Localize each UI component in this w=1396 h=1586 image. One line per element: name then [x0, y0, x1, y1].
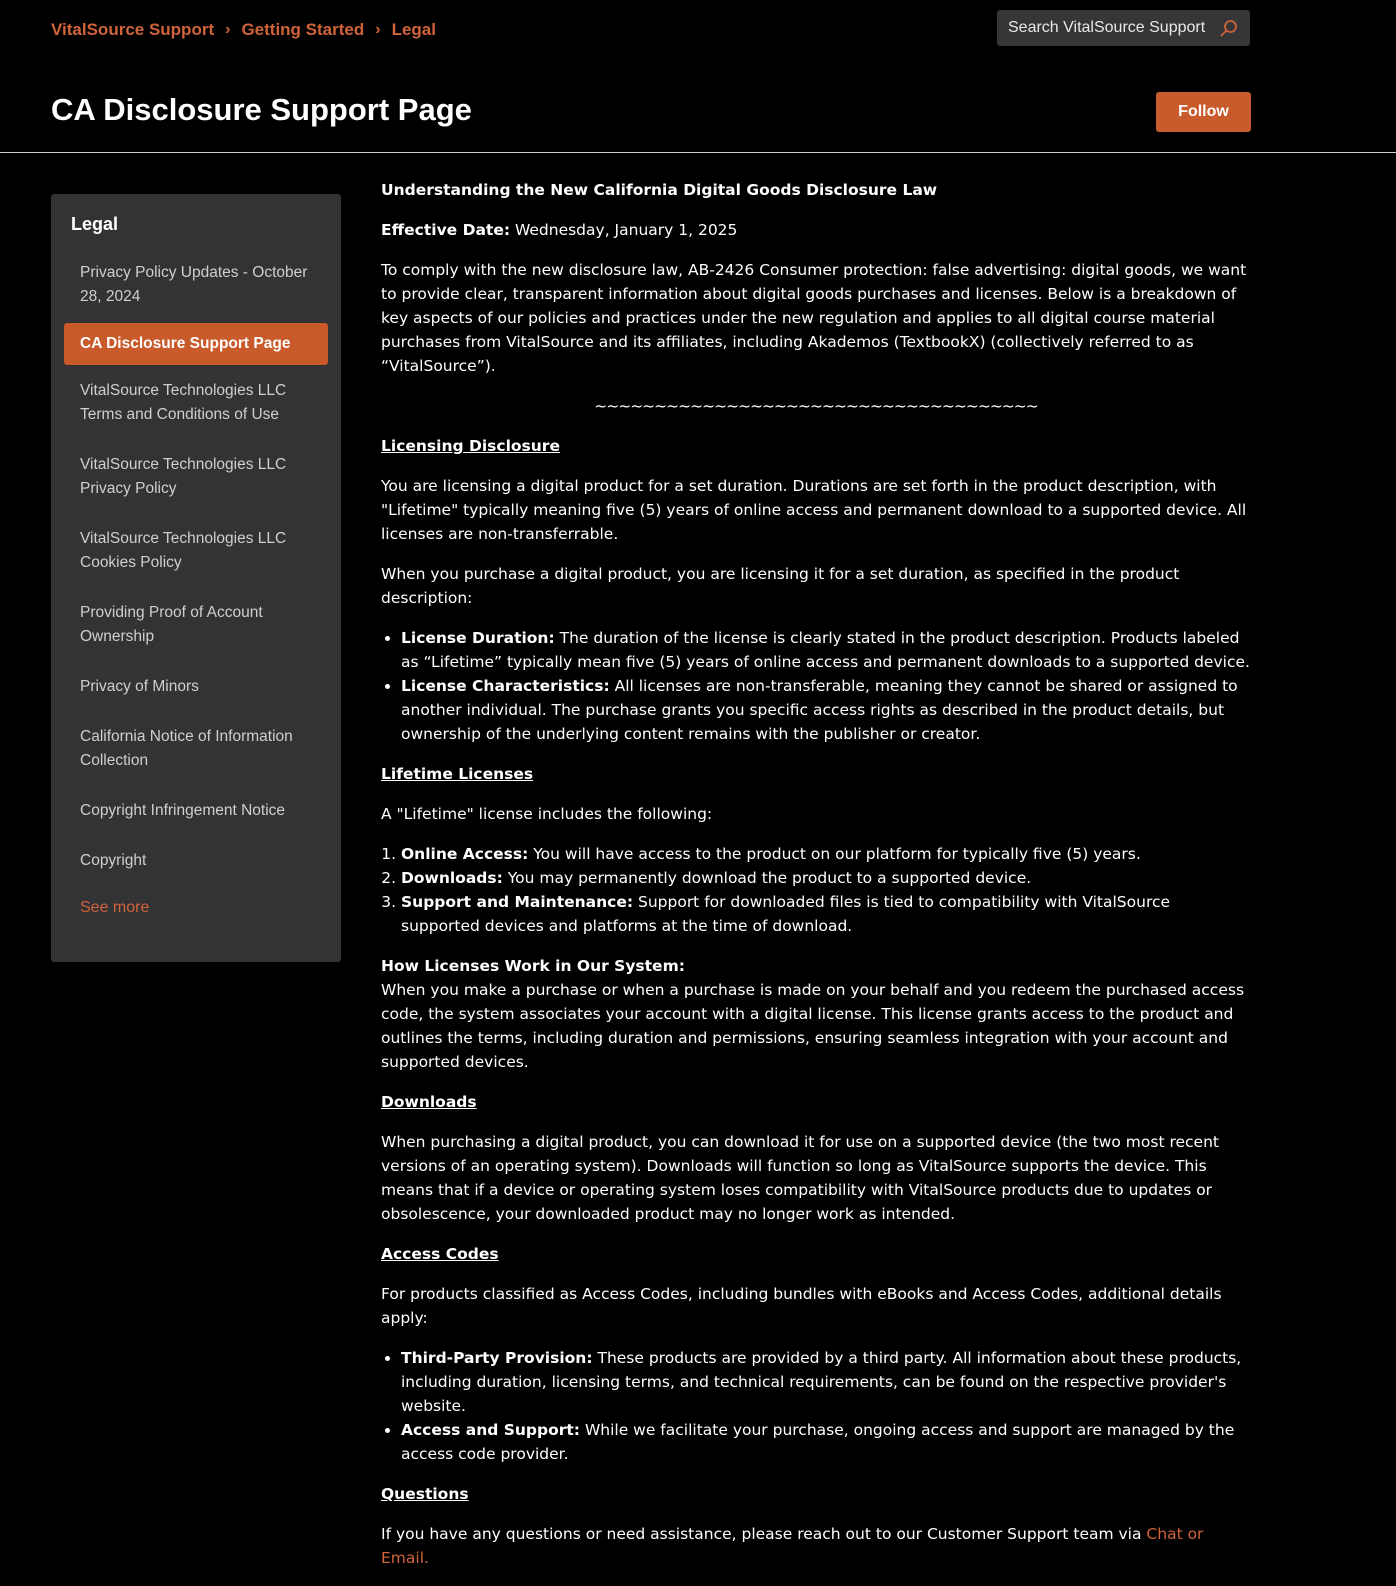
effective-date	[381, 218, 1251, 242]
list-item	[401, 1418, 1251, 1466]
search-icon[interactable]	[1219, 18, 1239, 38]
licensing-list	[401, 626, 1251, 746]
intro-paragraph: To comply with the new disclosure law, AB-2426 Consumer protection: false advertising: digital goods, we want to provide clear, transparent information about digital goods purchases and licenses. Below is a breakdown of key aspects of our policies and practices under the new regulation and applies to all digital course material purchases from VitalSource and its affiliates, including Akademos (TextbookX) (collectively referred to as “VitalSource”).	[381, 261, 1247, 375]
sidebar-item-ca-disclosure[interactable]: CA Disclosure Support Page	[64, 323, 328, 365]
licensing-paragraph-1: You are licensing a digital product for a set duration. Durations are set forth in the product description, with "Lifetime" typically meaning five (5) years of online access and permanent download to a supported device. All licenses are non-transferrable.	[381, 477, 1247, 543]
breadcrumb-link-vitalsource-support[interactable]: VitalSource Support	[51, 20, 215, 39]
list-item	[401, 674, 1251, 746]
article-body	[381, 178, 1251, 1586]
section-separator: ~~~~~~~~~~~~~~~~~~~~~~~~~~~~~~~~~~~~~	[594, 397, 1038, 415]
chat-or-email-link[interactable]: Chat or Email.	[381, 1525, 1204, 1567]
list-item-text: All licenses are non-transferable, meaning they cannot be shared or assigned to another individual. The purchase grants you specific access rights as described in the product details, but ownership of the underlying content remains with the publisher or creator.	[401, 677, 1238, 743]
list-item-term: Support and Maintenance:	[401, 893, 634, 911]
sidebar-item-privacy-policy[interactable]: VitalSource Technologies LLC Privacy Policy	[80, 456, 287, 497]
sidebar-item-copyright[interactable]: Copyright	[80, 852, 147, 869]
list-item	[401, 842, 1251, 866]
breadcrumb	[51, 20, 436, 40]
how-licenses-work	[381, 954, 1251, 1074]
downloads-heading: Downloads	[381, 1093, 477, 1111]
questions-text: If you have any questions or need assistance, please reach out to our Customer Support team via	[381, 1525, 1147, 1543]
lifetime-list	[401, 842, 1251, 938]
downloads-paragraph: When purchasing a digital product, you can download it for use on a supported device (the two most recent versions of an operating system). Downloads will function so long as VitalSource supports the device. This means that if a device or operating system loses compatibility with VitalSource products due to updates or obsolescence, your downloaded product may no longer work as intended.	[381, 1133, 1219, 1223]
search-input[interactable]	[1008, 19, 1208, 37]
breadcrumb-separator: ›	[375, 21, 381, 38]
list-item-text: While we facilitate your purchase, ongoing access and support are managed by the access code provider.	[401, 1421, 1235, 1463]
licensing-disclosure-heading: Licensing Disclosure	[381, 437, 560, 455]
list-item-term: Online Access:	[401, 845, 529, 863]
access-codes-paragraph: For products classified as Access Codes, including bundles with eBooks and Access Codes, additional details apply:	[381, 1285, 1222, 1327]
effective-date-label: Effective Date:	[381, 221, 511, 239]
list-item-text: These products are provided by a third party. All information about these products, including duration, licensing terms, and technical requirements, can be found on the respective provider's website.	[401, 1349, 1242, 1415]
list-item-term: Downloads:	[401, 869, 503, 887]
access-codes-heading: Access Codes	[381, 1245, 499, 1263]
list-item-text: You will have access to the product on our platform for typically five (5) years.	[528, 845, 1141, 863]
header-divider	[0, 152, 1396, 153]
how-licenses-heading: How Licenses Work in Our System:	[381, 957, 685, 975]
sidebar-item-california-notice[interactable]: California Notice of Information Collection	[80, 728, 293, 769]
sidebar-heading: Legal	[71, 214, 119, 234]
access-codes-list	[401, 1346, 1251, 1466]
list-item-term: License Characteristics:	[401, 677, 610, 695]
list-item	[401, 866, 1251, 890]
breadcrumb-link-legal[interactable]: Legal	[391, 20, 436, 39]
list-item-text: The duration of the license is clearly stated in the product description. Products labeled as “Lifetime” typically mean five (5) years of online access and permanent downloads to a supported device.	[401, 629, 1250, 671]
list-item-term: Third-Party Provision:	[401, 1349, 593, 1367]
see-more-link[interactable]: See more	[80, 899, 150, 916]
questions-paragraph	[381, 1522, 1251, 1570]
list-item	[401, 890, 1251, 938]
list-item-term: License Duration:	[401, 629, 555, 647]
list-item-text: You may permanently download the product to a supported device.	[502, 869, 1032, 887]
breadcrumb-link-getting-started[interactable]: Getting Started	[241, 20, 365, 39]
list-item-term: Access and Support:	[401, 1421, 581, 1439]
lifetime-paragraph: A "Lifetime" license includes the following:	[381, 805, 713, 823]
search-box	[997, 10, 1250, 46]
article-heading: Understanding the New California Digital Goods Disclosure Law	[381, 181, 938, 199]
list-item	[401, 1346, 1251, 1418]
licensing-paragraph-2: When you purchase a digital product, you are licensing it for a set duration, as specified in the product description:	[381, 565, 1180, 607]
list-item-text: Support for downloaded files is tied to compatibility with VitalSource supported devices and platforms at the time of download.	[401, 893, 1171, 935]
lifetime-licenses-heading: Lifetime Licenses	[381, 765, 534, 783]
follow-button[interactable]: Follow	[1156, 92, 1251, 132]
questions-heading: Questions	[381, 1485, 469, 1503]
how-licenses-text: When you make a purchase or when a purchase is made on your behalf and you redeem the purchased access code, the system associates your account with a digital license. This license grants access to the product and outlines the terms, including duration and permissions, ensuring seamless integration with your account and supported devices.	[381, 981, 1245, 1071]
sidebar-item-privacy-policy-updates[interactable]: Privacy Policy Updates - October 28, 2024	[80, 264, 308, 305]
sidebar-item-proof-of-ownership[interactable]: Providing Proof of Account Ownership	[80, 604, 263, 645]
sidebar-item-copyright-infringement[interactable]: Copyright Infringement Notice	[80, 802, 286, 819]
sidebar	[51, 194, 341, 962]
breadcrumb-separator: ›	[225, 21, 231, 38]
sidebar-item-cookies-policy[interactable]: VitalSource Technologies LLC Cookies Policy	[80, 530, 287, 571]
effective-date-value: Wednesday, January 1, 2025	[510, 221, 738, 239]
sidebar-item-terms-of-use[interactable]: VitalSource Technologies LLC Terms and Conditions of Use	[80, 382, 287, 423]
sidebar-item-privacy-of-minors[interactable]: Privacy of Minors	[80, 678, 199, 695]
page-title: CA Disclosure Support Page	[51, 92, 472, 127]
list-item	[401, 626, 1251, 674]
